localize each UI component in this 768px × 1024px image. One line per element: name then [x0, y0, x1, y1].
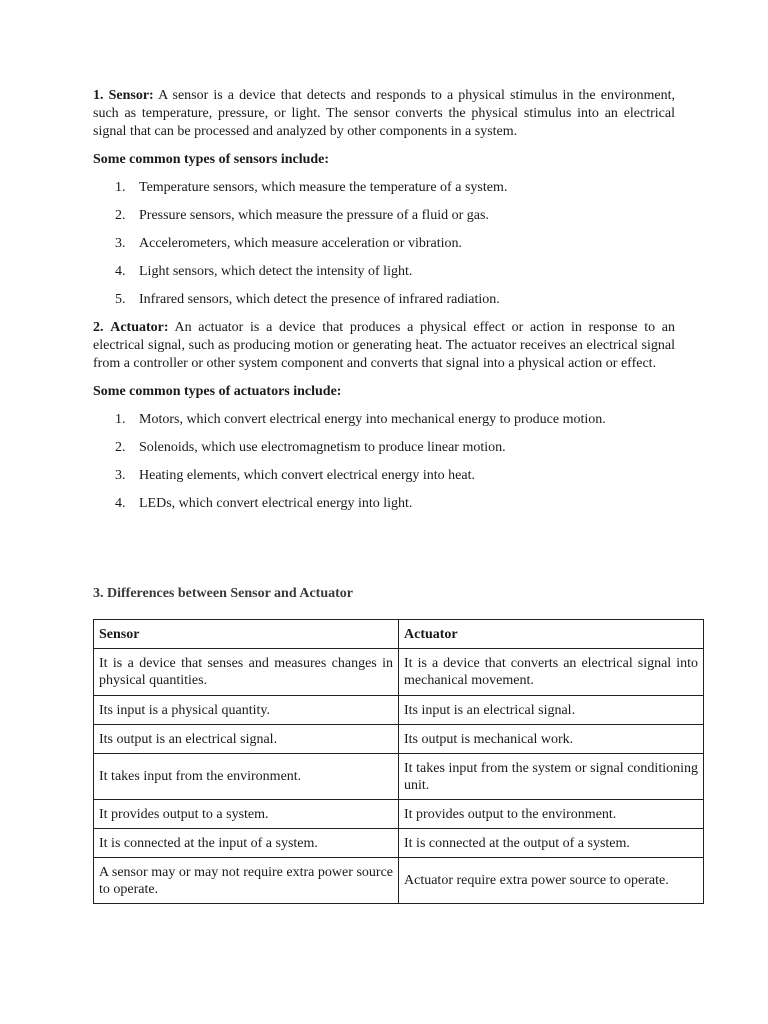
table-row	[94, 696, 704, 725]
table-cell: Its input is a physical quantity.	[94, 696, 399, 725]
table-cell: Its input is an electrical signal.	[399, 696, 704, 725]
table-row	[94, 649, 704, 696]
sensor-section	[93, 87, 675, 513]
list-item: 2. Solenoids, which use electromagnetism to produce linear motion.	[115, 440, 506, 455]
sensor-definition	[93, 87, 675, 141]
actuator-types-list	[93, 411, 675, 513]
column-header-actuator: Actuator	[399, 620, 704, 649]
table-cell: Its output is mechanical work.	[399, 725, 704, 754]
table-cell: Its output is an electrical signal.	[94, 725, 399, 754]
sensor-definition-text: A sensor is a device that detects and responds to a physical stimulus in the environment, such as temperature, pressure, or light. The sensor converts the physical stimulus into an electrical signal that can be processed and analyzed by other components in a system.	[93, 88, 676, 139]
actuator-number: 2.	[93, 320, 104, 335]
table-row	[94, 725, 704, 754]
table-cell: A sensor may or may not require extra power source to operate.	[94, 858, 399, 904]
table-header-row	[94, 620, 704, 649]
actuator-definition	[93, 319, 675, 373]
list-item: 4. Light sensors, which detect the intensity of light.	[115, 264, 413, 279]
table-row	[94, 829, 704, 858]
list-item: 1. Temperature sensors, which measure the temperature of a system.	[115, 180, 508, 195]
table-row	[94, 858, 704, 904]
actuator-definition-text: An actuator is a device that produces a physical effect or action in response to an electrical signal, such as producing motion or generating heat. The actuator receives an electrical signal from a controller or other system component and converts that signal into a physical action or effect.	[93, 320, 676, 371]
sensor-number: 1.	[93, 88, 104, 103]
differences-heading: 3. Differences between Sensor and Actuator	[93, 586, 354, 601]
sensor-types-heading: Some common types of sensors include:	[93, 152, 330, 167]
table-cell: It provides output to the environment.	[399, 800, 704, 829]
table-row	[94, 800, 704, 829]
list-item: 3. Accelerometers, which measure acceleration or vibration.	[115, 236, 463, 251]
sensor-types-list	[93, 179, 675, 309]
list-item: 1. Motors, which convert electrical energy into mechanical energy to produce motion.	[115, 412, 606, 427]
table-cell: It is a device that senses and measures changes in physical quantities.	[94, 649, 399, 696]
list-item: 2. Pressure sensors, which measure the pressure of a fluid or gas.	[115, 208, 489, 223]
table-cell: Actuator require extra power source to operate.	[399, 858, 704, 904]
actuator-types-heading: Some common types of actuators include:	[93, 384, 342, 399]
list-item: 5. Infrared sensors, which detect the presence of infrared radiation.	[115, 292, 500, 307]
sensor-term: Sensor:	[108, 88, 154, 103]
list-item: 3. Heating elements, which convert electrical energy into heat.	[115, 468, 475, 483]
differences-table	[93, 619, 704, 904]
table-cell: It is a device that converts an electrical signal into mechanical movement.	[399, 649, 704, 696]
column-header-sensor: Sensor	[94, 620, 399, 649]
table-cell: It takes input from the environment.	[94, 754, 399, 800]
table-cell: It is connected at the output of a system.	[399, 829, 704, 858]
table-cell: It is connected at the input of a system.	[94, 829, 399, 858]
list-item: 4. LEDs, which convert electrical energy into light.	[115, 496, 413, 511]
table-cell: It provides output to a system.	[94, 800, 399, 829]
table-cell: It takes input from the system or signal conditioning unit.	[399, 754, 704, 800]
actuator-term: Actuator:	[110, 320, 169, 335]
table-row	[94, 754, 704, 800]
